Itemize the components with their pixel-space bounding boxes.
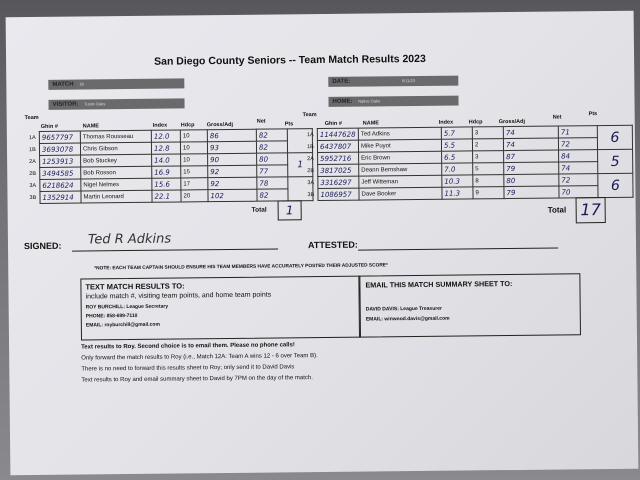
index-cell: 12.8: [151, 142, 180, 154]
name-cell: Jeff Witteman: [359, 175, 442, 188]
hdcp-cell: 3: [472, 127, 503, 139]
hdcp-cell: 2: [472, 139, 503, 151]
name-cell: Bob Stuckey: [81, 154, 152, 167]
signed-label: SIGNED:: [23, 240, 62, 252]
home-label: HOME:: [332, 98, 353, 105]
hdcp-cell: 10: [181, 154, 208, 166]
home-pts-header: Pts: [588, 111, 598, 118]
gross-cell: 74: [503, 138, 558, 151]
ghin-cell: 3817025: [318, 164, 359, 176]
attested-label: ATTESTED:: [307, 239, 358, 251]
index-cell: 11.3: [442, 187, 473, 199]
net-cell: 82: [256, 129, 287, 141]
instruction-line-2: Only forward the match results to Roy (i.e., Match 12A: Team A wins 12 - 6 over Team B).: [81, 353, 318, 362]
visitor-total-label: Total: [251, 206, 267, 214]
net-cell: 74: [559, 162, 598, 174]
text-results-box: [80, 276, 361, 341]
visitor-hdcp-header: Hdcp: [180, 122, 195, 129]
visitor-net-header: Net: [256, 118, 266, 125]
hdcp-cell: 8: [473, 175, 504, 187]
home-bar: [328, 96, 458, 107]
home-index-header: Index: [438, 119, 454, 126]
net-cell: 78: [257, 177, 288, 189]
hdcp-cell: 9: [473, 187, 504, 199]
ghin-cell: 1086957: [318, 188, 359, 200]
visitor-ghin-header: Ghin #: [40, 123, 58, 130]
date-bar: [328, 76, 458, 87]
gross-cell: 93: [207, 141, 256, 154]
email-box-title: EMAIL THIS MATCH SUMMARY SHEET TO:: [365, 279, 513, 290]
gross-cell: 79: [504, 186, 559, 199]
date-value: 5/11/23: [401, 78, 415, 84]
index-cell: 5.5: [441, 139, 472, 151]
team-cell: 3A: [307, 179, 315, 186]
text-box-email: EMAIL: royburchill@gmail.com: [85, 321, 160, 329]
match-label: MATCH: [52, 81, 74, 88]
signed-line: [72, 248, 278, 251]
name-cell: Bob Rosson: [81, 166, 152, 179]
home-total-box: 17: [576, 197, 606, 223]
match-bar: [48, 78, 184, 89]
pts-cell: 6: [597, 125, 632, 149]
gross-cell: 86: [207, 129, 256, 142]
ghin-cell: 1352914: [40, 191, 81, 203]
team-cell: 2B: [29, 170, 37, 177]
email-box-email: EMAIL: winwood.davis@gmail.com: [365, 315, 450, 323]
attested-line: [358, 248, 558, 251]
index-cell: 15.6: [152, 178, 181, 190]
team-cell: 1B: [306, 143, 314, 150]
team-cell: 1A: [306, 131, 314, 138]
team-cell: 1A: [28, 134, 36, 141]
index-cell: 22.1: [152, 190, 181, 202]
gross-cell: 87: [504, 150, 559, 163]
hdcp-cell: 10: [180, 142, 207, 154]
hdcp-cell: 17: [181, 178, 208, 190]
ghin-cell: 6218624: [40, 179, 81, 191]
gross-cell: 80: [504, 174, 559, 187]
team-cell: 2B: [307, 167, 315, 174]
text-box-title: TEXT MATCH RESULTS TO:: [85, 281, 185, 292]
name-cell: Mike Puyot: [358, 139, 441, 152]
visitor-table: [27, 128, 314, 204]
home-total-label: Total: [547, 205, 567, 215]
ghin-cell: 6437807: [317, 140, 358, 152]
instruction-line-1: Text results to Roy. Second choice is to email them. Please no phone calls!: [81, 342, 295, 351]
email-summary-box: [358, 273, 581, 337]
hdcp-cell: 5: [473, 163, 504, 175]
results-sheet: [6, 11, 639, 476]
visitor-name-header: NAME: [82, 123, 100, 130]
net-cell: 70: [559, 186, 598, 198]
team-cell: 2A: [307, 155, 314, 162]
pts-cell: 6: [598, 173, 633, 197]
ghin-cell: 11447628: [317, 128, 358, 140]
text-box-line: include match #, visiting team points, and home team points: [85, 291, 272, 301]
visitor-team-header: Team: [24, 114, 39, 122]
index-cell: 12.0: [151, 130, 180, 142]
instruction-line-4: Text results to Roy and email summary sheet to David by 7PM on the day of the match.: [81, 375, 313, 384]
ghin-cell: 9657797: [39, 131, 80, 143]
net-cell: 84: [559, 150, 598, 162]
table-row: [27, 189, 313, 204]
note-text: *NOTE: EACH TEAM CAPTAIN SHOULD ENSURE HIS TEAM MEMBERS HAVE ACCURATELY POSTED THEIR ADJUSTED SCORE*: [94, 263, 388, 272]
net-cell: 82: [257, 189, 288, 201]
name-cell: Martin Leonard: [81, 190, 152, 203]
hdcp-cell: 3: [473, 151, 504, 163]
team-cell: 1B: [28, 146, 36, 153]
ghin-cell: 3693078: [39, 143, 80, 155]
index-cell: 10.3: [442, 175, 473, 187]
team-cell: 3A: [29, 182, 37, 189]
home-table: [305, 125, 634, 201]
index-cell: 14.0: [152, 154, 181, 166]
home-value: Native Oaks: [358, 98, 381, 104]
home-net-header: Net: [552, 114, 562, 121]
net-cell: 72: [558, 138, 597, 150]
home-team-header: Team: [302, 112, 317, 119]
ghin-cell: 3494585: [40, 167, 81, 179]
home-hdcp-header: Hdcp: [468, 119, 483, 126]
name-cell: Dave Booker: [359, 187, 442, 200]
index-cell: 7.0: [442, 163, 473, 175]
home-ghin-header: Ghin #: [324, 120, 342, 127]
name-cell: Nigel Nelmes: [81, 178, 152, 191]
gross-cell: 90: [208, 153, 257, 166]
net-cell: 71: [558, 126, 597, 138]
gross-cell: 74: [503, 126, 558, 139]
pts-cell: 5: [598, 149, 633, 173]
ghin-cell: 3316297: [318, 176, 359, 188]
name-cell: Ted Adkins: [358, 127, 441, 140]
home-gross-header: Gross/Adj: [498, 118, 526, 126]
email-box-name: DAVID DAVIS: League Treasurer: [365, 305, 442, 313]
index-cell: 16.9: [152, 166, 181, 178]
text-box-name: ROY BURCHILL: League Secretary: [85, 303, 169, 311]
signature: Ted R Adkins: [87, 231, 172, 248]
hdcp-cell: 20: [181, 190, 208, 202]
home-name-header: NAME: [362, 120, 379, 127]
ghin-cell: 5952716: [318, 152, 359, 164]
ghin-cell: 1253913: [40, 155, 81, 167]
visitor-total-box: 1: [278, 200, 302, 220]
date-label: DATE:: [332, 78, 351, 85]
gross-cell: 79: [504, 162, 559, 175]
visitor-pts-header: Pts: [284, 121, 294, 128]
team-cell: 3B: [29, 194, 37, 201]
text-box-phone: PHONE: 858-699-7110: [85, 312, 138, 320]
visitor-label: VISITOR:: [52, 101, 79, 108]
hdcp-cell: 10: [180, 130, 207, 142]
match-value: 18: [79, 81, 84, 87]
gross-cell: 92: [208, 165, 257, 178]
sheet-title: San Diego County Seniors -- Team Match Results 2023: [154, 52, 426, 68]
net-cell: 80: [257, 153, 288, 165]
visitor-index-header: Index: [152, 122, 168, 129]
name-cell: Eric Brown: [359, 151, 442, 164]
visitor-gross-header: Gross/Adj: [206, 121, 234, 129]
instruction-line-3: There is no need to forward this results sheet to Roy; only send it to David Davis: [81, 364, 295, 373]
net-cell: 77: [257, 165, 288, 177]
name-cell: Chris Gibson: [80, 142, 151, 155]
team-cell: 3B: [307, 191, 315, 198]
index-cell: 6.5: [442, 151, 473, 163]
name-cell: Deann Bernshaw: [359, 163, 442, 176]
team-cell: 2A: [29, 158, 36, 165]
pts-cell: 1: [288, 153, 313, 177]
net-cell: 72: [559, 174, 598, 186]
gross-cell: 92: [208, 177, 257, 190]
net-cell: 82: [256, 141, 287, 153]
visitor-bar: [48, 98, 184, 109]
hdcp-cell: 15: [181, 166, 208, 178]
gross-cell: 102: [208, 189, 257, 202]
name-cell: Thomas Rousseau: [80, 130, 151, 143]
index-cell: 5.7: [441, 127, 472, 139]
visitor-value: Tustin Oaks: [84, 101, 106, 107]
